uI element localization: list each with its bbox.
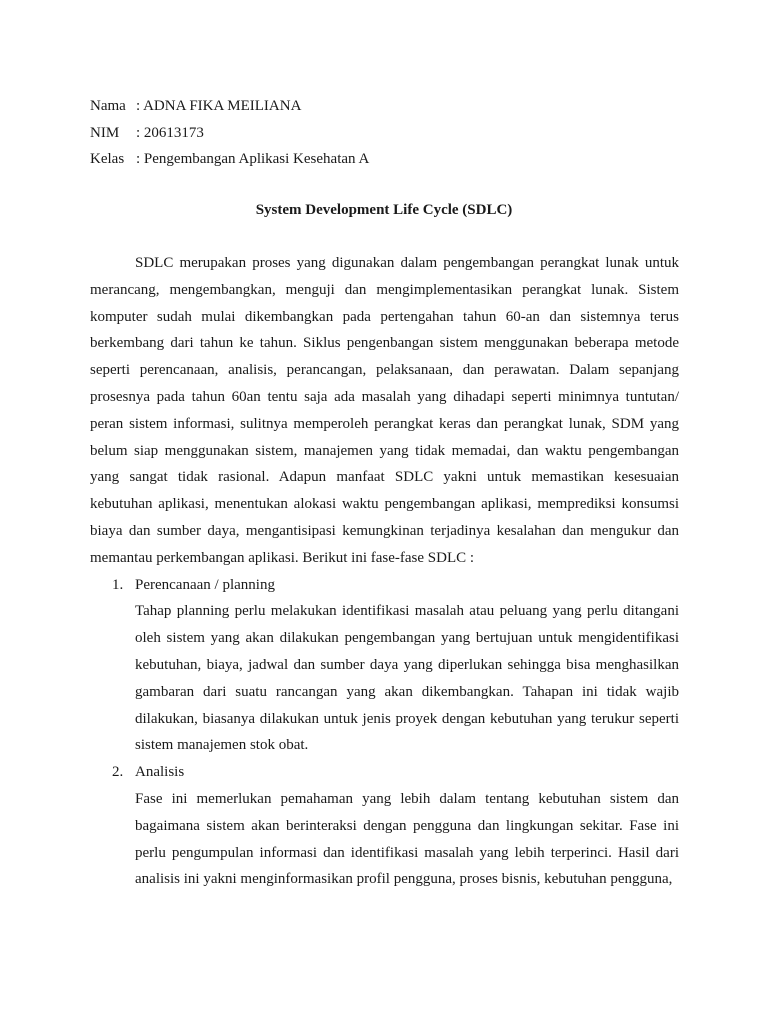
intro-paragraph: SDLC merupakan proses yang digunakan dalam pengembangan perangkat lunak untuk merancang, mengembangkan, menguji dan mengimplementasikan perangkat lunak. Sistem komputer sudah mulai dikembangkan pada pertengahan tahun 60-an dan sistemnya terus berkembang dari tahun ke tahun. Siklus pengenbangan sistem menggunakan beberapa metode seperti perencanaan, analisis, perancangan, pelaksanaan, dan perawatan. Dalam sepanjang prosesnya pada tahun 60an tentu saja ada masalah yang dihadapi seperti minimnya tuntutan/ peran sistem informasi, sulitnya memperoleh perangkat keras dan perangkat lunak, SDM yang belum siap menggunakan sistem, manajemen yang tidak memadai, dan waktu pengembangan yang sangat tidak rasional. Adapun manfaat SDLC yakni untuk memastikan kesesuaian kebutuhan aplikasi, menentukan alokasi waktu pengembangan aplikasi, memprediksi konsumsi biaya dan sumber daya, mengantisipasi kemungkinan terjadinya kesalahan dan mengukur dan memantau perkembangan aplikasi. Berikut ini fase-fase SDLC : xyxy=(90,255,679,566)
phase-description: Tahap planning perlu melakukan identifikasi masalah atau peluang yang perlu ditangani oleh sistem yang akan dilakukan pengembangan yang bertujuan untuk mengidentifikasi kebutuhan, biaya, jadwal dan sumber daya yang diperlukan sehingga bisa menghasilkan gambaran dari suatu rancangan yang akan dikembangkan. Tahapan ini tidak wajib dilakukan, biasanya dilakukan untuk jenis proyek dengan kebutuhan yang terukur seperti sistem manajemen stok obat. xyxy=(135,603,679,754)
class-value: : Pengembangan Aplikasi Kesehatan A xyxy=(136,151,370,167)
list-item xyxy=(90,759,679,893)
nim-value: : 20613173 xyxy=(136,124,204,141)
phase-description: Fase ini memerlukan pemahaman yang lebih dalam tentang kebutuhan sistem dan bagaimana sistem akan berinteraksi dengan pengguna dan lingkungan sekitar. Fase ini perlu pengumpulan informasi dan identifikasi masalah yang lebih terperinci. Hasil dari analisis ini yakni menginformasikan profil pengguna, proses bisnis, kebutuhan pengguna, xyxy=(135,790,679,888)
list-number: 1. xyxy=(112,576,124,593)
name-label: Nama xyxy=(90,98,126,114)
student-info xyxy=(90,93,369,173)
document-title: System Development Life Cycle (SDLC) xyxy=(255,202,513,218)
nim-label: NIM xyxy=(90,124,120,141)
phase-title: Analisis xyxy=(135,764,185,781)
nim-row xyxy=(90,120,369,147)
document-body xyxy=(90,250,679,893)
phase-title: Perencanaan / planning xyxy=(135,576,275,593)
phase-list xyxy=(90,572,679,894)
name-row xyxy=(90,93,369,120)
class-row xyxy=(90,146,369,173)
list-number: 2. xyxy=(112,764,124,781)
list-item xyxy=(90,572,679,760)
class-label: Kelas xyxy=(90,151,125,167)
name-value: : ADNA FIKA MEILIANA xyxy=(136,98,302,114)
